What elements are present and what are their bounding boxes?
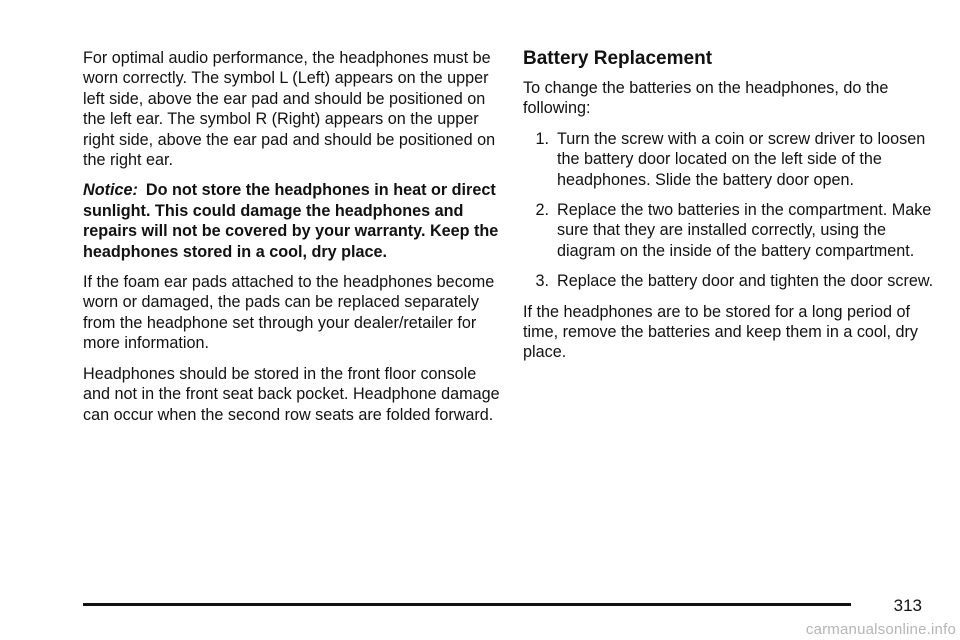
step-number: 1. [535, 129, 549, 148]
notice-paragraph [83, 180, 503, 262]
step-number: 3. [535, 272, 549, 291]
ear-pads-paragraph: If the foam ear pads attached to the headphones become worn or damaged, the pads can be replaced separately from the headphone set through your dealer/retailer for more information. [83, 273, 495, 353]
intro-paragraph: To change the batteries on the headphones, do the following: [523, 79, 889, 118]
list-item [523, 271, 938, 291]
closing-paragraph: If the headphones are to be stored for a long period of time, remove the batteries and keep them in a cool, dry place. [523, 302, 918, 362]
left-column [83, 48, 503, 435]
page-number: 313 [893, 596, 922, 615]
steps-list [523, 129, 938, 292]
storage-paragraph: Headphones should be stored in the front floor console and not in the front seat back pocket. Headphone damage can occur when the second row seats are folded forward. [83, 364, 500, 424]
audio-performance-paragraph: For optimal audio performance, the headphones must be worn correctly. The symbol L (Left) appears on the upper left side, above the ear pad and should be positioned on the left ear. The symbol R (Right) appears on the upper right side, above the ear pad and should be positioned on the right ear. [83, 49, 496, 170]
step-number: 2. [535, 201, 549, 220]
list-item [523, 129, 938, 190]
footer-rule [83, 603, 851, 606]
watermark: carmanualsonline.info [805, 621, 956, 638]
notice-label: Notice: [83, 181, 138, 200]
step-text: Replace the battery door and tighten the door screw. [557, 272, 934, 291]
step-text: Turn the screw with a coin or screw driver to loosen the battery door located on the left side of the headphones. Slide the battery door open. [557, 129, 926, 189]
right-column [523, 48, 938, 373]
notice-text: Do not store the headphones in heat or direct sunlight. This could damage the headphones and repairs will not be covered by your warranty. Keep the headphones stored in a cool, dry place. [83, 181, 499, 261]
list-item [523, 200, 938, 261]
step-text: Replace the two batteries in the compartment. Make sure that they are installed correctly, using the diagram on the inside of the battery compartment. [557, 201, 932, 260]
section-heading: Battery Replacement [523, 48, 713, 69]
